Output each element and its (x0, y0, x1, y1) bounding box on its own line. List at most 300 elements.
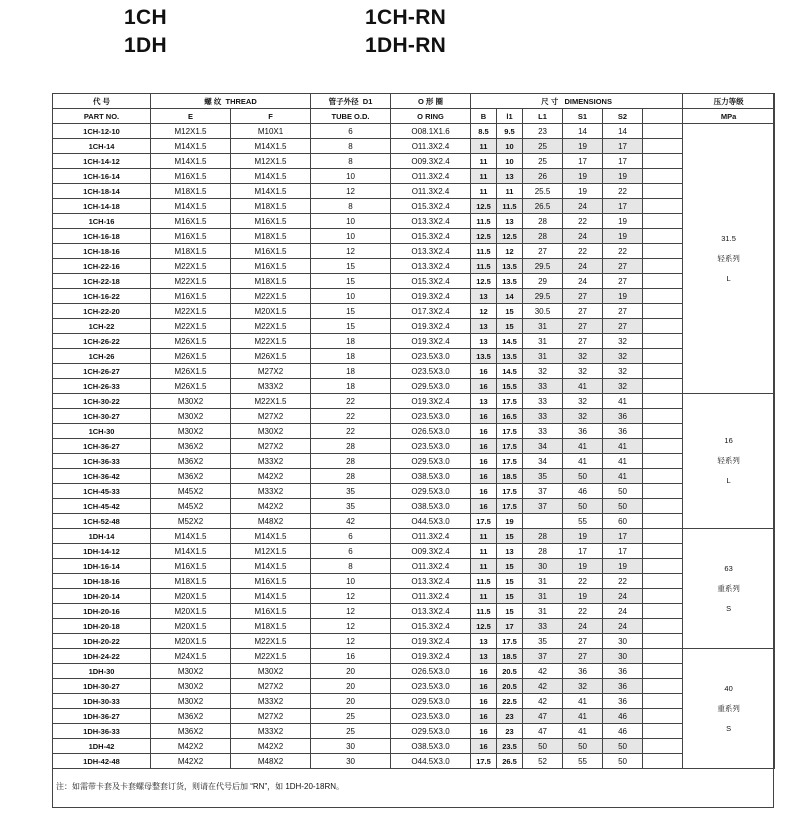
table-row (53, 319, 775, 334)
thread-f-cell: M12X1.5 (231, 544, 311, 559)
o-ring-cell: O13.3X2.4 (391, 214, 471, 229)
l1-cell: 13 (497, 544, 523, 559)
o-ring-cell: O23.5X3.0 (391, 439, 471, 454)
s1-cell: 32 (563, 394, 603, 409)
s1-cell: 27 (563, 634, 603, 649)
o-ring-cell: O19.3X2.4 (391, 319, 471, 334)
L1-cell: 31 (523, 334, 563, 349)
s1-cell: 27 (563, 334, 603, 349)
o-ring-cell: O29.5X3.0 (391, 379, 471, 394)
s2-cell: 60 (603, 514, 643, 529)
L1-cell: 32 (523, 364, 563, 379)
L1-cell: 25.5 (523, 184, 563, 199)
thread-f-cell: M42X2 (231, 469, 311, 484)
table-body (53, 124, 775, 769)
blank-cell (643, 664, 683, 679)
b-cell: 11 (471, 139, 497, 154)
pressure-series_cn: 轻系列 (717, 456, 740, 465)
l1-cell: 14.5 (497, 364, 523, 379)
s1-cell: 27 (563, 319, 603, 334)
header-b: B (471, 109, 497, 124)
thread-e-cell: M22X1.5 (151, 319, 231, 334)
s1-cell: 41 (563, 439, 603, 454)
thread-e-cell: M26X1.5 (151, 379, 231, 394)
s2-cell: 22 (603, 244, 643, 259)
tube-od-cell: 18 (311, 379, 391, 394)
l1-cell: 15 (497, 529, 523, 544)
table-row (53, 529, 775, 544)
o-ring-cell: O15.3X2.4 (391, 199, 471, 214)
header-oring: O 形 圈 (391, 94, 471, 109)
part-no-cell: 1CH-26-22 (53, 334, 151, 349)
L1-cell: 29.5 (523, 259, 563, 274)
part-no-cell: 1CH-16-14 (53, 169, 151, 184)
part-no-cell: 1DH-36-27 (53, 709, 151, 724)
tube-od-cell: 8 (311, 199, 391, 214)
table-row (53, 364, 775, 379)
tube-od-cell: 15 (311, 259, 391, 274)
table-row (53, 424, 775, 439)
o-ring-cell: O19.3X2.4 (391, 334, 471, 349)
l1-cell: 13 (497, 214, 523, 229)
thread-e-cell: M16X1.5 (151, 289, 231, 304)
part-no-cell: 1CH-22 (53, 319, 151, 334)
thread-e-cell: M16X1.5 (151, 559, 231, 574)
blank-cell (643, 649, 683, 664)
s2-cell: 41 (603, 454, 643, 469)
blank-cell (643, 559, 683, 574)
s2-cell: 36 (603, 424, 643, 439)
b-cell: 11.5 (471, 214, 497, 229)
pressure-mpa: 63 (724, 563, 733, 573)
L1-cell: 50 (523, 739, 563, 754)
header-tube: 管子外径 D1 (311, 94, 391, 109)
table-row (53, 454, 775, 469)
L1-cell: 29.5 (523, 289, 563, 304)
tube-od-cell: 12 (311, 184, 391, 199)
tube-od-cell: 12 (311, 244, 391, 259)
blank-cell (643, 289, 683, 304)
L1-cell: 33 (523, 619, 563, 634)
tube-od-cell: 10 (311, 214, 391, 229)
o-ring-cell: O44.5X3.0 (391, 514, 471, 529)
l1-cell: 23.5 (497, 739, 523, 754)
L1-cell: 31 (523, 574, 563, 589)
table-row (53, 544, 775, 559)
o-ring-cell: O23.5X3.0 (391, 709, 471, 724)
thread-e-cell: M22X1.5 (151, 274, 231, 289)
l1-cell: 17.5 (497, 484, 523, 499)
L1-cell: 31 (523, 349, 563, 364)
L1-cell: 25 (523, 139, 563, 154)
thread-e-cell: M26X1.5 (151, 364, 231, 379)
thread-f-cell: M16X1.5 (231, 259, 311, 274)
tube-od-cell: 12 (311, 589, 391, 604)
b-cell: 12.5 (471, 619, 497, 634)
table-row (53, 589, 775, 604)
pressure-group-cell (683, 394, 775, 529)
o-ring-cell: O13.3X2.4 (391, 259, 471, 274)
l1-cell: 20.5 (497, 664, 523, 679)
b-cell: 16 (471, 409, 497, 424)
blank-cell (643, 319, 683, 334)
o-ring-cell: O38.5X3.0 (391, 499, 471, 514)
header-dimensions: 尺 寸 DIMENSIONS (471, 94, 683, 109)
l1-cell: 16.5 (497, 409, 523, 424)
pressure-series: L (726, 273, 731, 283)
pressure-series_cn: 重系列 (717, 583, 740, 593)
header-tube-od: TUBE O.D. (311, 109, 391, 124)
L1-cell: 30 (523, 559, 563, 574)
table-row (53, 394, 775, 409)
thread-f-cell: M18X1.5 (231, 274, 311, 289)
part-no-cell: 1DH-24-22 (53, 649, 151, 664)
thread-f-cell: M27X2 (231, 364, 311, 379)
table-row (53, 709, 775, 724)
s2-cell: 46 (603, 709, 643, 724)
s2-cell: 50 (603, 499, 643, 514)
thread-e-cell: M36X2 (151, 724, 231, 739)
part-no-cell: 1CH-26-33 (53, 379, 151, 394)
header-l1-small: l1 (497, 109, 523, 124)
b-cell: 11 (471, 589, 497, 604)
s1-cell: 24 (563, 199, 603, 214)
table-row (53, 379, 775, 394)
L1-cell: 33 (523, 424, 563, 439)
thread-e-cell: M18X1.5 (151, 244, 231, 259)
blank-cell (643, 529, 683, 544)
blank-cell (643, 679, 683, 694)
s1-cell: 24 (563, 274, 603, 289)
thread-e-cell: M18X1.5 (151, 574, 231, 589)
b-cell: 13 (471, 649, 497, 664)
o-ring-cell: O08.1X1.6 (391, 124, 471, 139)
pressure-mpa: 16 (724, 436, 733, 445)
s2-cell: 19 (603, 559, 643, 574)
thread-f-cell: M33X2 (231, 724, 311, 739)
s1-cell: 19 (563, 184, 603, 199)
table-row (53, 274, 775, 289)
part-no-cell: 1DH-14-12 (53, 544, 151, 559)
thread-f-cell: M27X2 (231, 679, 311, 694)
thread-f-cell: M22X1.5 (231, 634, 311, 649)
part-no-cell: 1CH-14 (53, 139, 151, 154)
blank-cell (643, 124, 683, 139)
b-cell: 12.5 (471, 199, 497, 214)
s2-cell: 36 (603, 409, 643, 424)
s2-cell: 17 (603, 529, 643, 544)
o-ring-cell: O15.3X2.4 (391, 619, 471, 634)
table-row (53, 739, 775, 754)
blank-cell (643, 709, 683, 724)
table-row (53, 559, 775, 574)
o-ring-cell: O38.5X3.0 (391, 469, 471, 484)
blank-cell (643, 574, 683, 589)
tube-od-cell: 22 (311, 394, 391, 409)
header-s1: S1 (563, 109, 603, 124)
s2-cell: 19 (603, 229, 643, 244)
thread-f-cell: M30X2 (231, 424, 311, 439)
b-cell: 13 (471, 289, 497, 304)
L1-cell: 33 (523, 394, 563, 409)
s2-cell: 32 (603, 334, 643, 349)
table-row (53, 184, 775, 199)
tube-od-cell: 22 (311, 409, 391, 424)
tube-od-cell: 16 (311, 649, 391, 664)
thread-e-cell: M52X2 (151, 514, 231, 529)
b-cell: 16 (471, 439, 497, 454)
part-no-cell: 1DH-14 (53, 529, 151, 544)
tube-od-cell: 25 (311, 724, 391, 739)
s1-cell: 22 (563, 574, 603, 589)
part-no-cell: 1CH-16 (53, 214, 151, 229)
title-1ch: 1CH (124, 6, 167, 29)
thread-f-cell: M33X2 (231, 379, 311, 394)
b-cell: 16 (471, 484, 497, 499)
thread-f-cell: M22X1.5 (231, 319, 311, 334)
L1-cell: 34 (523, 454, 563, 469)
thread-f-cell: M22X1.5 (231, 334, 311, 349)
b-cell: 11.5 (471, 574, 497, 589)
s1-cell: 22 (563, 214, 603, 229)
table-row (53, 124, 775, 139)
table-row (53, 574, 775, 589)
o-ring-cell: O11.3X2.4 (391, 529, 471, 544)
thread-f-cell: M14X1.5 (231, 559, 311, 574)
l1-cell: 17 (497, 619, 523, 634)
b-cell: 16 (471, 499, 497, 514)
l1-cell: 22.5 (497, 694, 523, 709)
table-row (53, 499, 775, 514)
s1-cell: 41 (563, 379, 603, 394)
s1-cell: 24 (563, 619, 603, 634)
thread-f-cell: M16X1.5 (231, 214, 311, 229)
b-cell: 11.5 (471, 244, 497, 259)
L1-cell: 25 (523, 154, 563, 169)
tube-od-cell: 10 (311, 169, 391, 184)
o-ring-cell: O29.5X3.0 (391, 724, 471, 739)
o-ring-cell: O26.5X3.0 (391, 424, 471, 439)
o-ring-cell: O23.5X3.0 (391, 409, 471, 424)
L1-cell: 35 (523, 469, 563, 484)
b-cell: 11.5 (471, 259, 497, 274)
o-ring-cell: O09.3X2.4 (391, 154, 471, 169)
header-s2: S2 (603, 109, 643, 124)
L1-cell: 34 (523, 439, 563, 454)
thread-e-cell: M20X1.5 (151, 589, 231, 604)
blank-cell (643, 184, 683, 199)
part-no-cell: 1CH-22-20 (53, 304, 151, 319)
b-cell: 13 (471, 394, 497, 409)
thread-e-cell: M42X2 (151, 754, 231, 769)
table-row (53, 229, 775, 244)
part-no-cell: 1CH-26 (53, 349, 151, 364)
tube-od-cell: 20 (311, 694, 391, 709)
table-row (53, 154, 775, 169)
part-no-cell: 1CH-45-33 (53, 484, 151, 499)
tube-od-cell: 20 (311, 679, 391, 694)
blank-cell (643, 424, 683, 439)
o-ring-cell: O11.3X2.4 (391, 169, 471, 184)
thread-e-cell: M20X1.5 (151, 604, 231, 619)
s2-cell: 27 (603, 259, 643, 274)
s1-cell: 32 (563, 364, 603, 379)
l1-cell: 23 (497, 724, 523, 739)
L1-cell: 28 (523, 214, 563, 229)
l1-cell: 13.5 (497, 259, 523, 274)
l1-cell: 23 (497, 709, 523, 724)
L1-cell: 30.5 (523, 304, 563, 319)
o-ring-cell: O11.3X2.4 (391, 559, 471, 574)
thread-f-cell: M18X1.5 (231, 619, 311, 634)
thread-e-cell: M36X2 (151, 439, 231, 454)
table-row (53, 469, 775, 484)
part-no-cell: 1CH-30 (53, 424, 151, 439)
o-ring-cell: O15.3X2.4 (391, 274, 471, 289)
thread-f-cell: M42X2 (231, 499, 311, 514)
s1-cell: 46 (563, 484, 603, 499)
tube-od-cell: 28 (311, 454, 391, 469)
thread-e-cell: M36X2 (151, 709, 231, 724)
thread-e-cell: M45X2 (151, 484, 231, 499)
l1-cell: 11 (497, 184, 523, 199)
header-mpa: MPa (683, 109, 775, 124)
s2-cell: 17 (603, 544, 643, 559)
L1-cell: 42 (523, 664, 563, 679)
tube-od-cell: 10 (311, 229, 391, 244)
L1-cell: 26 (523, 169, 563, 184)
s2-cell: 30 (603, 634, 643, 649)
part-no-cell: 1DH-18-16 (53, 574, 151, 589)
blank-cell (643, 724, 683, 739)
pressure-group-cell (683, 124, 775, 394)
o-ring-cell: O17.3X2.4 (391, 304, 471, 319)
thread-e-cell: M30X2 (151, 394, 231, 409)
table-row (53, 649, 775, 664)
thread-f-cell: M33X2 (231, 484, 311, 499)
blank-cell (643, 454, 683, 469)
thread-f-cell: M27X2 (231, 709, 311, 724)
table-row (53, 334, 775, 349)
thread-f-cell: M42X2 (231, 739, 311, 754)
l1-cell: 15 (497, 304, 523, 319)
l1-cell: 26.5 (497, 754, 523, 769)
s2-cell: 19 (603, 214, 643, 229)
thread-f-cell: M33X2 (231, 454, 311, 469)
b-cell: 17.5 (471, 754, 497, 769)
s2-cell: 19 (603, 169, 643, 184)
pressure-series_cn: 轻系列 (717, 253, 740, 263)
thread-e-cell: M14X1.5 (151, 529, 231, 544)
thread-f-cell: M18X1.5 (231, 199, 311, 214)
header-row-en (53, 109, 775, 124)
thread-e-cell: M14X1.5 (151, 154, 231, 169)
L1-cell: 28 (523, 229, 563, 244)
s1-cell: 24 (563, 229, 603, 244)
s2-cell: 19 (603, 289, 643, 304)
tube-od-cell: 12 (311, 634, 391, 649)
header-row-cn (53, 94, 775, 109)
b-cell: 13 (471, 319, 497, 334)
l1-cell: 12 (497, 244, 523, 259)
s2-cell: 41 (603, 439, 643, 454)
s1-cell: 19 (563, 139, 603, 154)
l1-cell: 18.5 (497, 469, 523, 484)
thread-e-cell: M12X1.5 (151, 124, 231, 139)
table-row (53, 259, 775, 274)
table-row (53, 214, 775, 229)
part-no-cell: 1DH-30-27 (53, 679, 151, 694)
part-no-cell: 1CH-14-18 (53, 199, 151, 214)
s1-cell: 17 (563, 544, 603, 559)
s1-cell: 17 (563, 154, 603, 169)
L1-cell: 35 (523, 634, 563, 649)
b-cell: 12.5 (471, 274, 497, 289)
thread-e-cell: M26X1.5 (151, 334, 231, 349)
tube-od-cell: 15 (311, 274, 391, 289)
s1-cell: 19 (563, 589, 603, 604)
b-cell: 8.5 (471, 124, 497, 139)
blank-cell (643, 259, 683, 274)
header-blank (643, 109, 683, 124)
s2-cell: 50 (603, 484, 643, 499)
b-cell: 11 (471, 169, 497, 184)
table-row (53, 514, 775, 529)
blank-cell (643, 409, 683, 424)
s1-cell: 55 (563, 754, 603, 769)
blank-cell (643, 379, 683, 394)
title-1dh: 1DH (124, 34, 167, 57)
part-no-cell: 1CH-36-42 (53, 469, 151, 484)
L1-cell: 31 (523, 589, 563, 604)
part-no-cell: 1CH-30-22 (53, 394, 151, 409)
o-ring-cell: O19.3X2.4 (391, 289, 471, 304)
o-ring-cell: O19.3X2.4 (391, 634, 471, 649)
o-ring-cell: O13.3X2.4 (391, 244, 471, 259)
b-cell: 16 (471, 379, 497, 394)
l1-cell: 13.5 (497, 349, 523, 364)
l1-cell: 11.5 (497, 199, 523, 214)
o-ring-cell: O11.3X2.4 (391, 589, 471, 604)
header-e: E (151, 109, 231, 124)
s1-cell: 41 (563, 454, 603, 469)
s2-cell: 17 (603, 199, 643, 214)
part-no-cell: 1CH-18-16 (53, 244, 151, 259)
L1-cell: 26.5 (523, 199, 563, 214)
L1-cell: 52 (523, 754, 563, 769)
s1-cell: 50 (563, 499, 603, 514)
part-no-cell: 1CH-22-16 (53, 259, 151, 274)
header-l1-large: L1 (523, 109, 563, 124)
table-row (53, 304, 775, 319)
s1-cell: 55 (563, 514, 603, 529)
thread-f-cell: M27X2 (231, 439, 311, 454)
o-ring-cell: O29.5X3.0 (391, 454, 471, 469)
blank-cell (643, 169, 683, 184)
b-cell: 16 (471, 454, 497, 469)
table-row (53, 634, 775, 649)
s2-cell: 17 (603, 154, 643, 169)
s2-cell: 22 (603, 184, 643, 199)
l1-cell: 20.5 (497, 679, 523, 694)
s2-cell: 32 (603, 379, 643, 394)
thread-f-cell: M16X1.5 (231, 244, 311, 259)
thread-e-cell: M20X1.5 (151, 634, 231, 649)
tube-od-cell: 42 (311, 514, 391, 529)
thread-e-cell: M14X1.5 (151, 544, 231, 559)
s2-cell: 24 (603, 619, 643, 634)
table-row (53, 724, 775, 739)
